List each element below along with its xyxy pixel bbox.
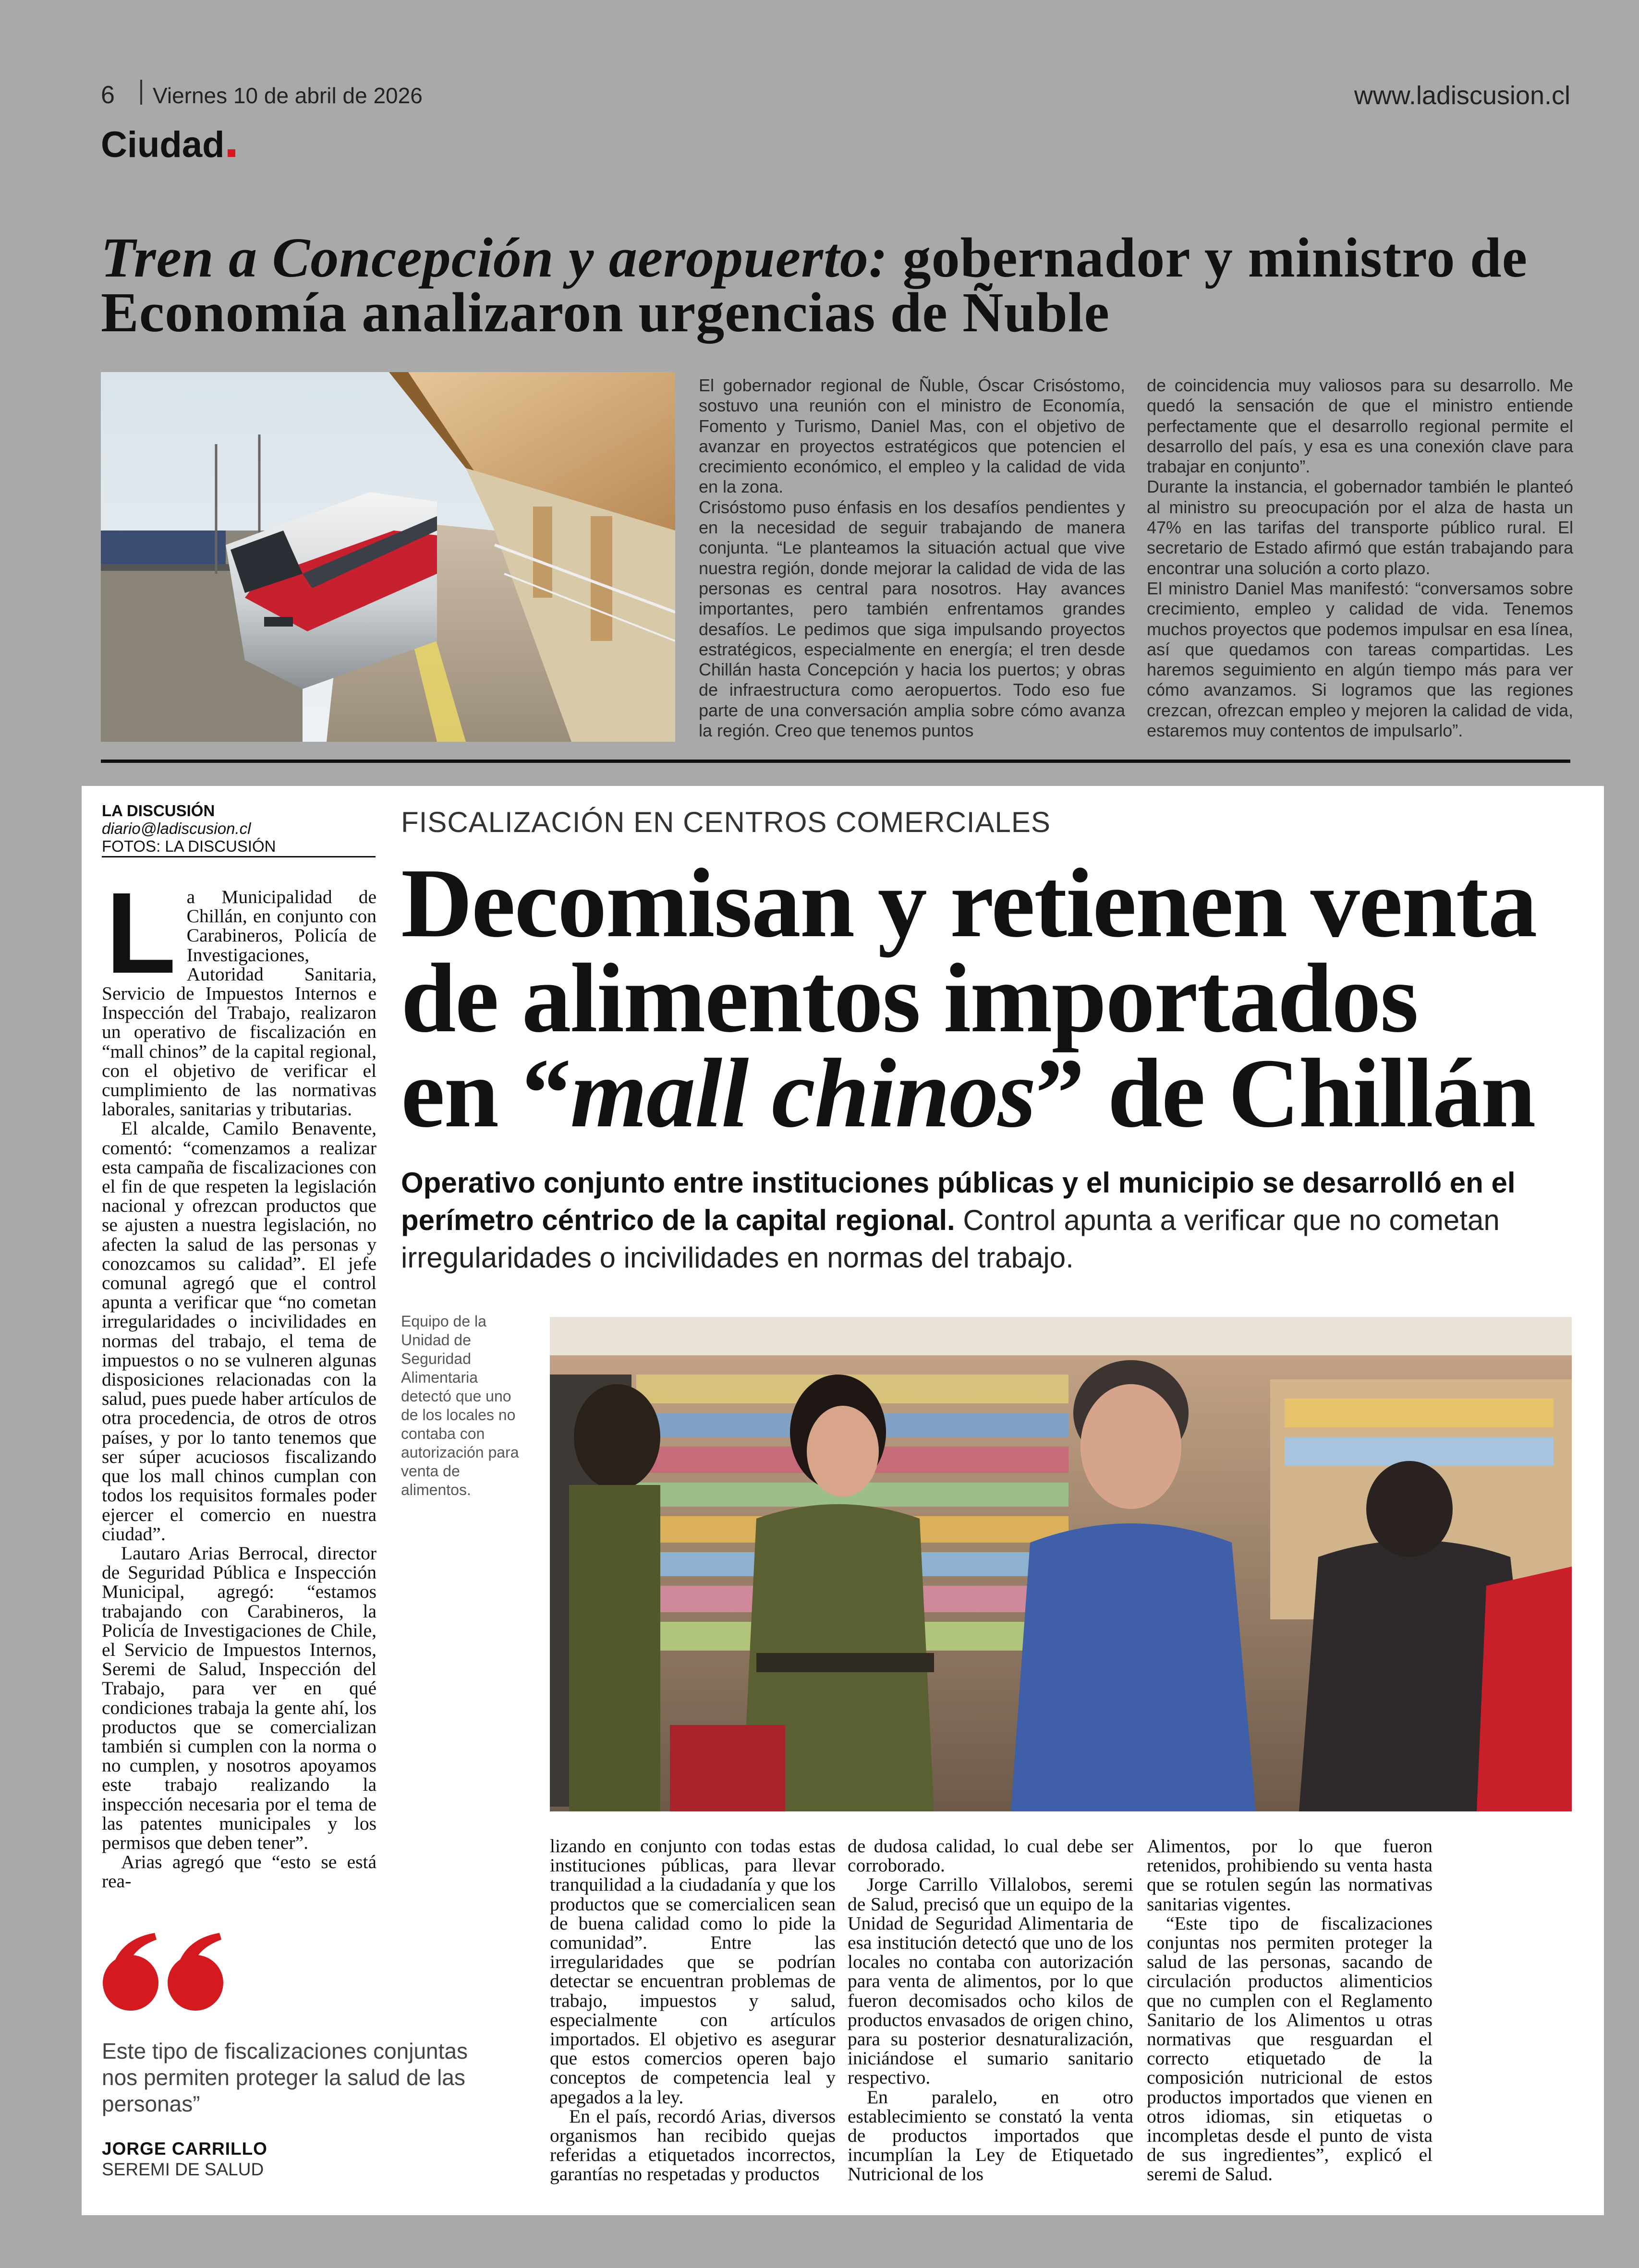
body-paragraph: “Este tipo de fiscalizaciones conjuntas nos permiten proteger la salud de las personas, sacando de circulación productos alimenticios que no cumplen con el Reglamento Sanitario de los Alimentos u otras normativas que resguardan el correcto etiquetado de la composición nutricional de estos productos importados que vienen en otros idiomas, sin etiquetas o incompletas desde el punto de vista de sus ingredientes”, explicó el seremi de Salud. xyxy=(1147,1912,1433,2185)
byline xyxy=(102,802,276,855)
headline-line-3 xyxy=(401,1038,1573,1148)
quote-marks-icon xyxy=(102,1930,227,2012)
body-column-1 xyxy=(550,1836,836,2184)
top-paragraph: de coincidencia muy valiosos para su desarrollo. Me quedó la sensación de que el ministro entiende perfectamente que el desarrollo regional permite el desarrollo del país, y esa es una conexión clave para trabajar en conjunto”. xyxy=(1147,375,1573,477)
body-paragraph: En paralelo, en otro establecimiento se constató la venta de productos importados que incumplían la Ley de Etiquetado Nutricional de los xyxy=(848,2086,1133,2185)
drop-cap: L xyxy=(106,869,176,997)
website-link[interactable]: www.ladiscusion.cl xyxy=(1354,81,1570,110)
byline-divider xyxy=(102,856,376,857)
top-title-italic: Tren a Concepción y aeropuerto: xyxy=(101,226,888,289)
top-title-rest: gobernador y ministro de Economía analizaron urgencias de Ñuble xyxy=(101,226,1528,344)
train-illustration xyxy=(101,372,675,742)
headline-line-1: Decomisan y retienen venta xyxy=(401,848,1537,958)
top-paragraph: El gobernador regional de Ñuble, Óscar Crisóstomo, sostuvo una reunión con el ministro de Economía, Fomento y Turismo, Daniel Mas, con el objetivo de avanzar en proyectos estratégicos que potencien el crecimiento económico, el empleo y la calidad de vida en la zona. xyxy=(699,375,1125,497)
headline-italic: mall chinos xyxy=(570,1038,1035,1148)
deck-bold: Operativo conjunto entre instituciones públicas y el municipio se desarrolló en el perímetro céntrico de la capital regional. xyxy=(401,1167,1516,1236)
section-dot xyxy=(228,149,235,157)
body-paragraph: Jorge Carrillo Villalobos, seremi de Salud, precisó que un equipo de la Unidad de Seguridad Alimentaria de esa institución detectó que uno de los locales no contaba con autorización para venta de alimentos, por lo que fueron decomisados ocho kilos de productos envasados de origen chino, para su posterior desnaturalización, iniciándose el sumario sanitario respectivo. xyxy=(848,1874,1133,2088)
inspection-photo xyxy=(550,1317,1572,1811)
body-paragraph: Alimentos, por lo que fueron retenidos, prohibiendo su venta hasta que se rotulen según las normativas sanitarias vigentes. xyxy=(1147,1835,1433,1915)
divider-rule xyxy=(101,760,1570,763)
headline-part: en “ xyxy=(401,1038,571,1148)
body-paragraph: El alcalde, Camilo Benavente, comentó: “comenzamos a realizar esta campaña de fiscalizaciones con el fin de que respeten la legislación nacional y ofrezcan productos que se ajusten a nuestra legislación, no afecten la salud de las personas y conozcamos su calidad”. El jefe comunal agregó que el control apunta a verificar que “no cometan irregularidades o incivilidades en normas del trabajo, el tema de impuestos o no se vulneren algunas disposiciones relacionadas con la salud, pues puede haber artículos de otra procedencia, de otros de otros países, y por lo tanto tenemos que ser súper acuciosos fiscalizando que los mall chinos cumplan con todos los requisitos formales poder ejercer el comercio en nuestra ciudad”. xyxy=(102,1118,376,1544)
left-column xyxy=(102,869,376,1892)
photo-caption: Equipo de la Unidad de Seguridad Alimentaria detectó que uno de los locales no contaba con autorización para venta de alimentos. xyxy=(401,1313,519,1498)
lead-text: a Municipalidad de Chillán, en conjunto con Carabineros, Policía de Investigaciones, Autoridad Sanitaria, Servicio de Impuestos Internos e Inspección del Trabajo, realizaron un operativo de fiscalización en “mall chinos” de la capital regional, con el objetivo de verificar el cumplimiento de las normativas laborales, sanitarias y tributarias. xyxy=(102,886,376,1120)
issue-date: Viernes 10 de abril de 2026 xyxy=(153,83,423,108)
headline-part: ” de Chillán xyxy=(1035,1038,1535,1148)
section-label xyxy=(101,124,235,166)
top-paragraph: Durante la instancia, el gobernador también le planteó al ministro su preocupación por el alza de hasta un 47% en las tarifas del transporte público rural. El secretario de Estado afirmó que están trabajando para encontrar una solución a corto plazo. xyxy=(1147,477,1573,578)
page-number: 6 xyxy=(101,81,115,109)
body-column-3 xyxy=(1147,1836,1433,2184)
header-divider xyxy=(140,80,142,105)
body-paragraph: Lautaro Arias Berrocal, director de Seguridad Pública e Inspección Municipal, agregó: “estamos trabajando con Carabineros, la Policía de Investigaciones de Chile, el Servicio de Impuestos Internos, Seremi de Salud, Inspección del Trabajo, para ver en qué condiciones trabaja la gente ahí, los productos que se comercializan también si cumplen con la norma o no cumplen, y nosotros apoyamos este trabajo realizando la inspección necesaria por el tema de las patentes municipales y los permisos que deben tener”. xyxy=(102,1542,376,1853)
headline-line-2: de alimentos importados xyxy=(401,943,1418,1053)
top-story-title xyxy=(101,226,1585,344)
store-inspection-illustration xyxy=(550,1317,1572,1811)
kicker: FISCALIZACIÓN EN CENTROS COMERCIALES xyxy=(401,806,1051,838)
deck xyxy=(401,1164,1573,1277)
body-paragraph: Arias agregó que “esto se está rea- xyxy=(102,1851,376,1892)
deck-rest: Control apunta a verificar que no cometan irregularidades o incivilidades en normas del trabajo. xyxy=(401,1204,1500,1274)
body-paragraph: de dudosa calidad, lo cual debe ser corroborado. xyxy=(848,1835,1133,1876)
top-story-col2 xyxy=(1147,375,1573,741)
pull-quote-name: JORGE CARRILLO xyxy=(102,2139,267,2159)
byline-photos: FOTOS: LA DISCUSIÓN xyxy=(102,837,276,855)
section-name: Ciudad xyxy=(101,124,225,165)
main-headline xyxy=(401,848,1573,1148)
top-paragraph: El ministro Daniel Mas manifestó: “conversamos sobre crecimiento, empleo y calidad de vida. Tenemos muchos proyectos que podemos impulsar en esa línea, así que quedamos con tareas compartidas. Les haremos seguimiento en algún tiempo más para ver cómo avanzamos. Si logramos que las regiones crezcan, ofrezcan empleo y mejoren la calidad de vida, estaremos muy contentos de impulsarlo”. xyxy=(1147,578,1573,741)
pull-quote-role: SEREMI DE SALUD xyxy=(102,2159,264,2179)
body-paragraph: lizando en conjunto con todas estas instituciones públicas, para llevar tranquilidad a la ciudadanía y que los productos que se comercialicen sean de buena calidad como lo pide la comunidad”. Entre las irregularidades que se podrían detectar se encuentran problemas de trabajo, impuestos y salud, especialmente con artículos importados. El objetivo es asegurar que estos comercios operen bajo conceptos de competencia leal y apegados a la ley. xyxy=(550,1835,836,2108)
body-paragraph: En el país, recordó Arias, diversos organismos han recibido quejas referidas a etiquetados incorrectos, garantías no respetadas y productos xyxy=(550,2105,836,2185)
top-paragraph: Crisóstomo puso énfasis en los desafíos pendientes y en la necesidad de seguir trabajando de manera conjunta. “Le planteamos la situación actual que vive nuestra región, donde mejorar la calidad de vida de las personas es central para nosotros. Hay avances importantes, pero también enfrentamos grandes desafíos. Le pedimos que siga impulsando proyectos estratégicos, especialmente en energía; el tren desde Chillán hasta Concepción y hacia los puertos; y obras de infraestructura como aeropuertos. Todo eso fue parte de una conversación amplia sobre cómo avanza la región. Creo que tenemos puntos xyxy=(699,497,1125,741)
pull-quote-text: Este tipo de fiscalizaciones conjuntas nos permiten proteger la salud de las personas” xyxy=(102,2039,468,2116)
lead-paragraph xyxy=(102,869,376,1120)
body-column-2 xyxy=(848,1836,1133,2184)
top-story-col1 xyxy=(699,375,1125,741)
train-station-photo xyxy=(101,372,675,742)
byline-email[interactable]: diario@ladiscusion.cl xyxy=(102,820,251,837)
page-header xyxy=(101,77,1570,115)
byline-name: LA DISCUSIÓN xyxy=(102,802,215,820)
